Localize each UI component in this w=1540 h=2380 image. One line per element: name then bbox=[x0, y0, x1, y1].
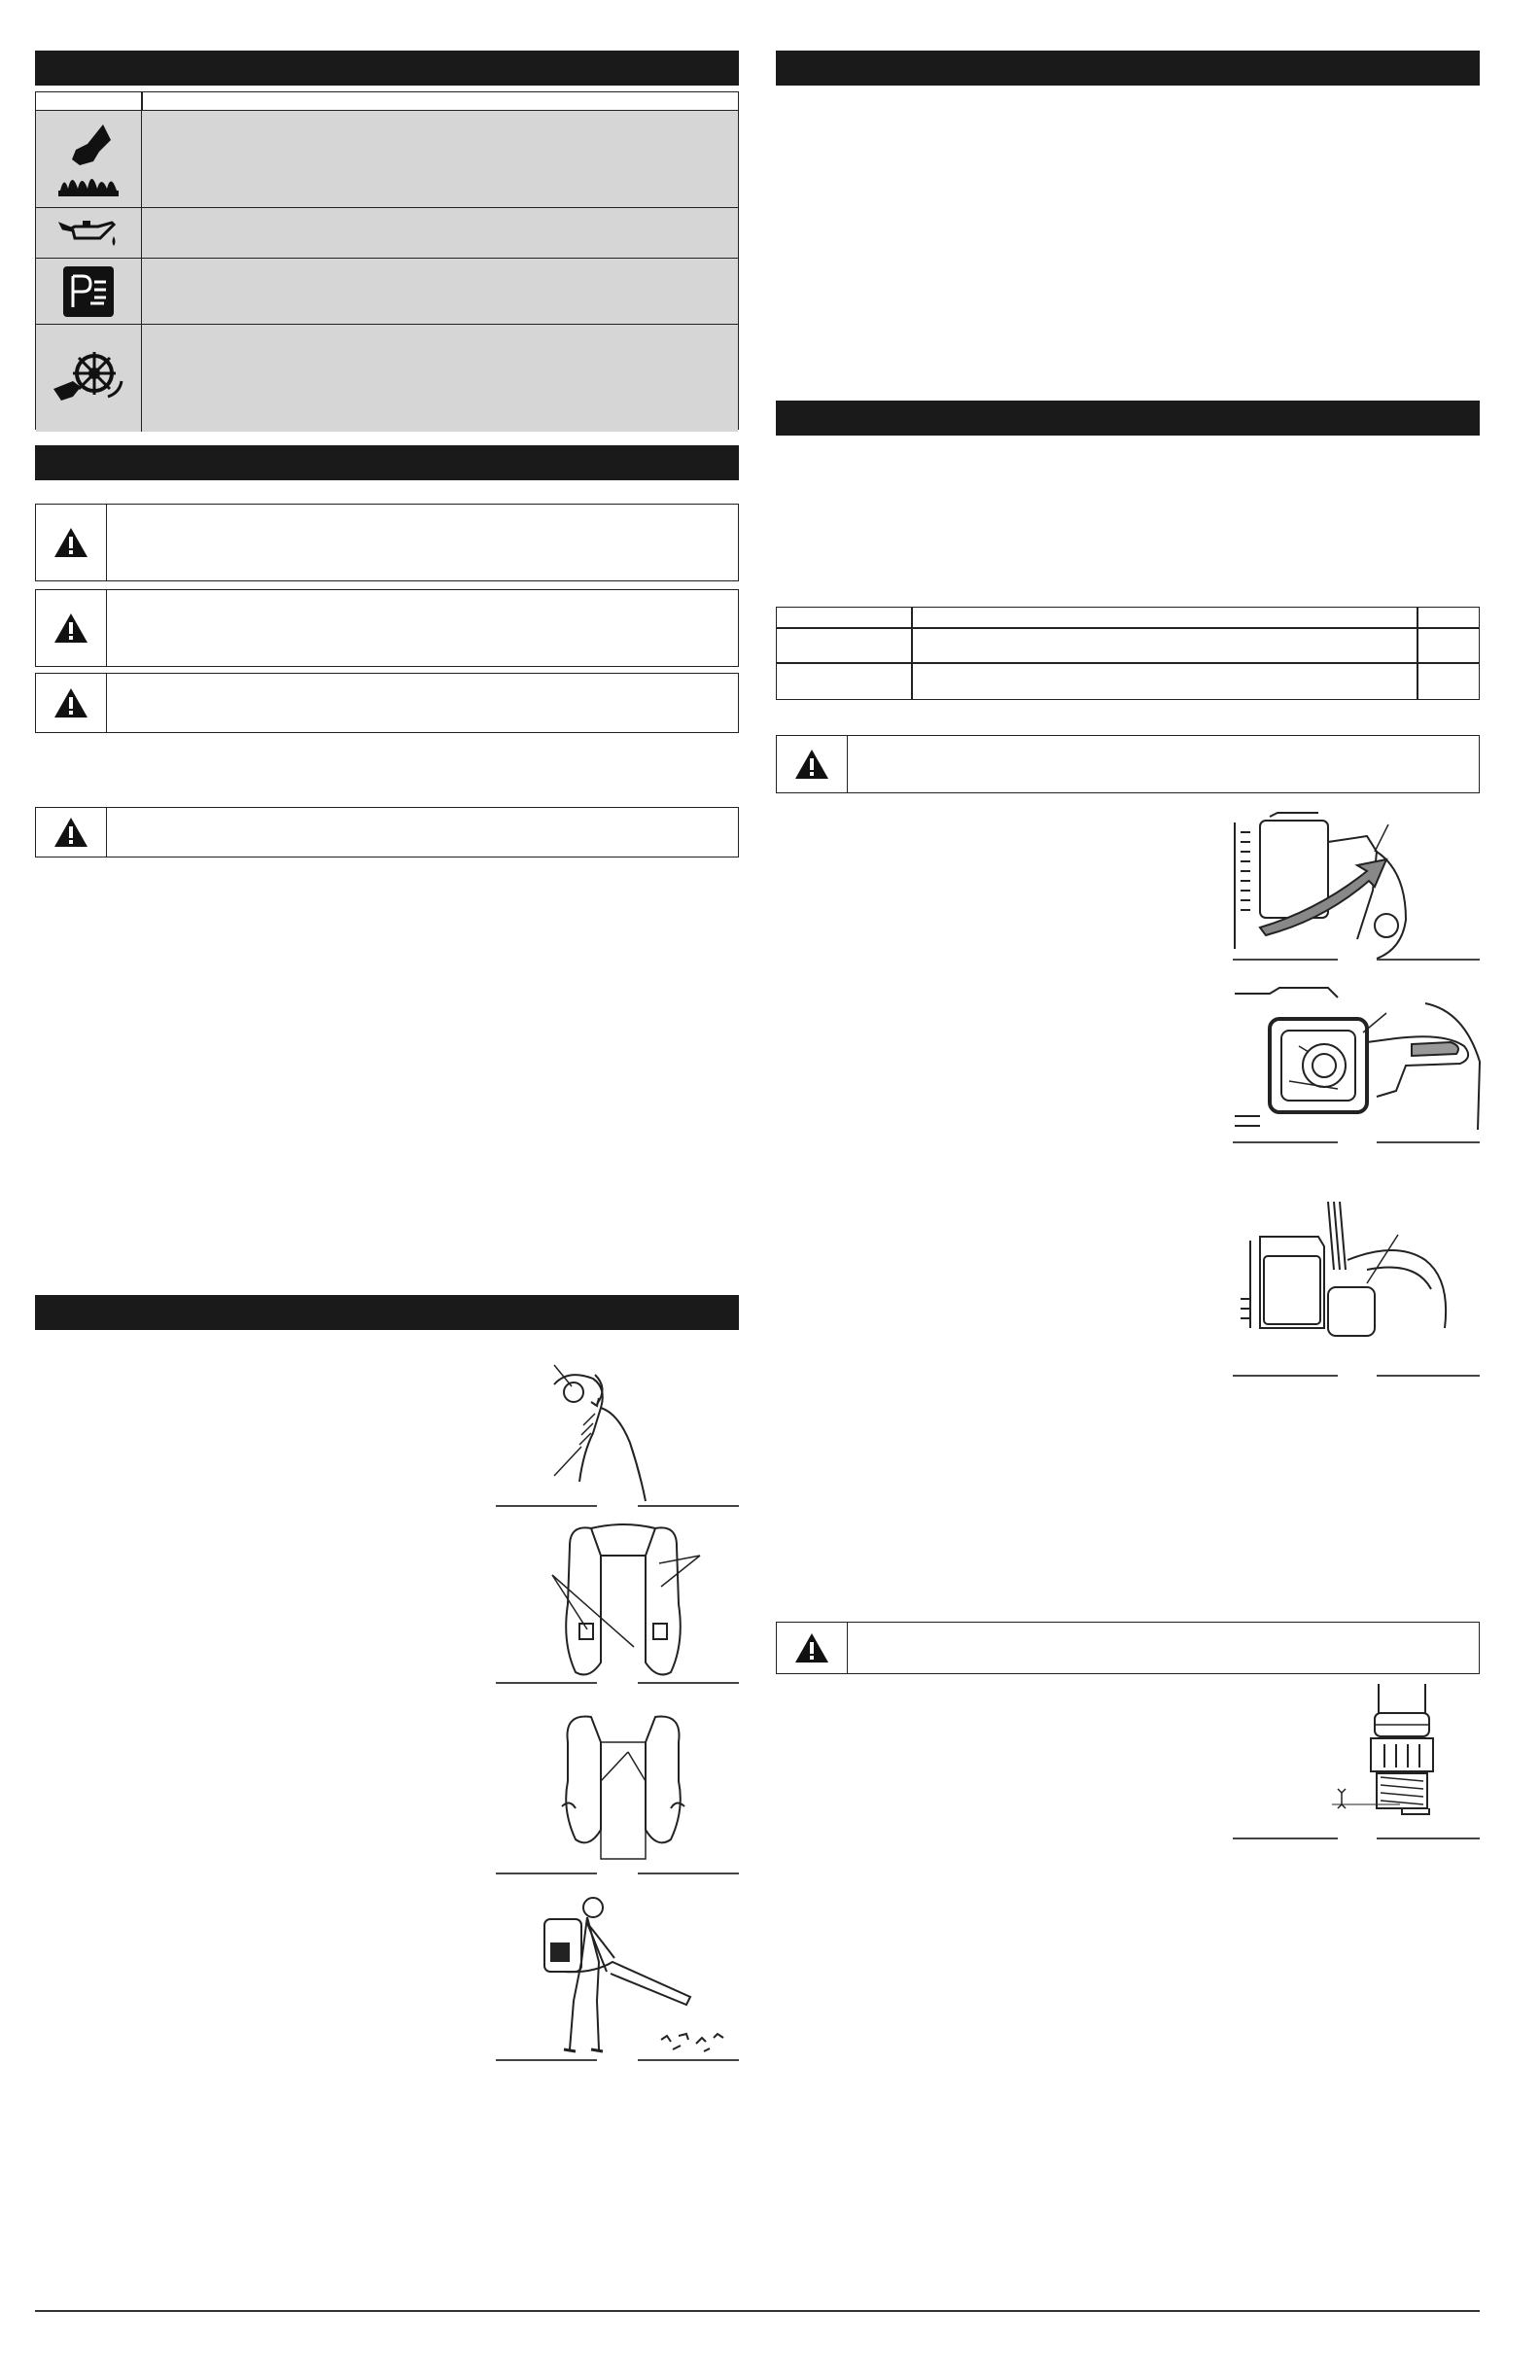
section-header-bar-symbols bbox=[35, 51, 739, 86]
symbols-table-header-divider bbox=[141, 92, 143, 110]
figure-caption-line-right bbox=[638, 1505, 739, 1507]
figure-caption-line-left bbox=[496, 1682, 597, 1684]
warning-icon-cell bbox=[36, 808, 107, 857]
warning-triangle-icon bbox=[53, 687, 88, 718]
warning-icon-cell bbox=[36, 505, 107, 580]
table-col-divider-1 bbox=[911, 608, 913, 699]
warning-triangle-icon bbox=[794, 1632, 829, 1663]
figure-caption-line-right bbox=[638, 1682, 739, 1684]
figure-caption-line-right bbox=[638, 1872, 739, 1874]
table-col-divider-2 bbox=[1417, 608, 1418, 699]
figure-harness-straps bbox=[541, 1517, 716, 1682]
symbol-row-oil bbox=[36, 207, 738, 259]
section-header-bar-operation bbox=[35, 1295, 739, 1330]
footer-rule bbox=[35, 2310, 1480, 2312]
rotating-impeller-icon bbox=[36, 325, 142, 432]
figure-chest-strap bbox=[541, 1703, 716, 1869]
figure-caption-line-left bbox=[1233, 959, 1338, 961]
table-row-divider-2 bbox=[777, 662, 1479, 664]
warning-box-right-2 bbox=[776, 1622, 1480, 1674]
warning-icon-cell bbox=[36, 674, 107, 732]
warning-triangle-icon bbox=[794, 749, 829, 780]
warning-icon-cell bbox=[777, 1623, 848, 1673]
symbol-row-read-manual bbox=[36, 258, 738, 325]
section-header-bar-right-2 bbox=[776, 401, 1480, 436]
figure-caption-line-right bbox=[638, 2059, 739, 2061]
figure-spark-plug-access bbox=[1231, 1202, 1484, 1377]
warning-box-4 bbox=[35, 807, 739, 858]
figure-caption-line-right bbox=[1377, 1375, 1480, 1377]
figure-air-filter-cover bbox=[1231, 813, 1484, 959]
warning-triangle-icon bbox=[53, 527, 88, 558]
warning-box-3 bbox=[35, 673, 739, 733]
warning-box-1 bbox=[35, 504, 739, 581]
warning-triangle-icon bbox=[53, 817, 88, 848]
warning-box-2 bbox=[35, 589, 739, 667]
read-manual-icon bbox=[36, 259, 142, 325]
figure-caption-line-left bbox=[1233, 1838, 1338, 1839]
section-header-bar-warnings bbox=[35, 445, 739, 480]
symbol-row-rotating-parts bbox=[36, 324, 738, 432]
warning-triangle-icon bbox=[53, 612, 88, 644]
figure-caption-line-left bbox=[496, 1872, 597, 1874]
figure-caption-line-left bbox=[1233, 1375, 1338, 1377]
hot-surface-icon bbox=[36, 111, 142, 208]
warning-icon-cell bbox=[777, 736, 848, 792]
figure-spark-plug-gap bbox=[1332, 1684, 1468, 1839]
table-row-divider-1 bbox=[777, 627, 1479, 629]
symbol-row-hot-surface bbox=[36, 110, 738, 208]
figure-caption-line-left bbox=[1233, 1141, 1338, 1143]
figure-caption-line-left bbox=[496, 1505, 597, 1507]
maintenance-table bbox=[776, 607, 1480, 700]
figure-caption-line-right bbox=[1377, 1141, 1480, 1143]
figure-throttle-control bbox=[525, 1346, 749, 1501]
oil-can-icon bbox=[36, 208, 142, 259]
safety-symbols-table bbox=[35, 91, 739, 430]
section-header-bar-right-1 bbox=[776, 51, 1480, 86]
figure-air-filter-element bbox=[1231, 984, 1484, 1139]
figure-operator-blowing bbox=[506, 1884, 749, 2059]
figure-caption-line-left bbox=[496, 2059, 597, 2061]
figure-caption-line-right bbox=[1377, 1838, 1480, 1839]
warning-box-right-1 bbox=[776, 735, 1480, 793]
figure-caption-line-right bbox=[1377, 959, 1480, 961]
warning-icon-cell bbox=[36, 590, 107, 666]
